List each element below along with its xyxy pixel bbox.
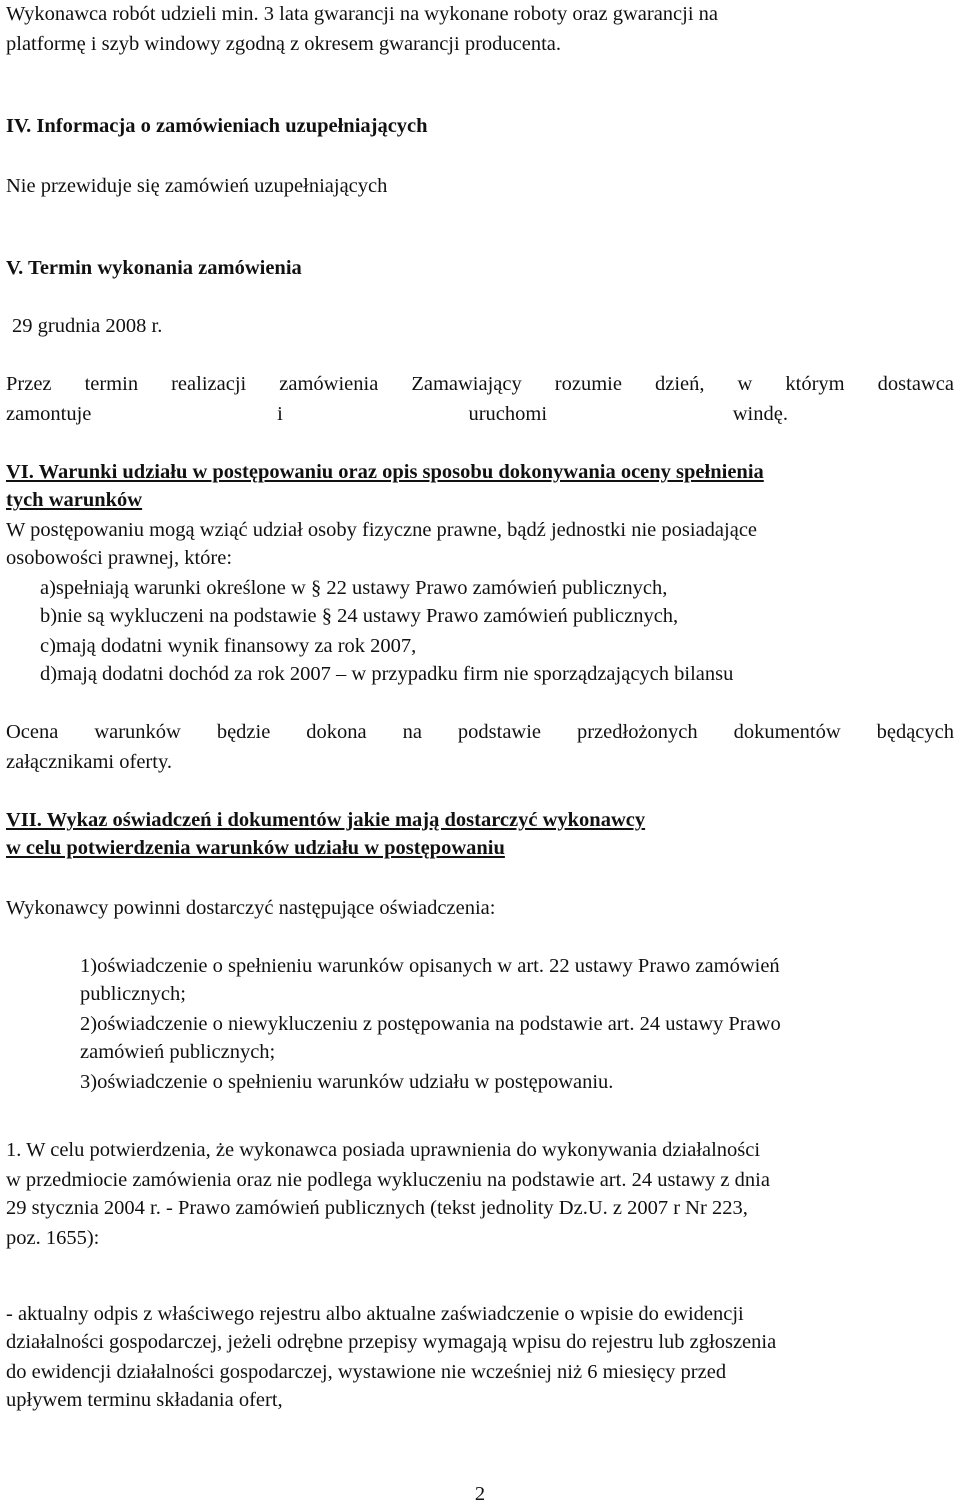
section-5-line-1-text-word: Przez <box>6 373 52 395</box>
section-7-item-3: 3)oświadczenie o spełnieniu warunków udziału w postępowaniu. <box>80 1071 614 1093</box>
section-5-line-2 <box>6 404 788 425</box>
section-5-heading: V. Termin wykonania zamówienia <box>6 257 302 279</box>
paragraph-2-line-4: upływem terminu składania ofert, <box>6 1389 283 1411</box>
section-6-ocena-line-1 <box>6 722 954 743</box>
paragraph-1-line-3: 29 stycznia 2004 r. - Prawo zamówień publicznych (tekst jednolity Dz.U. z 2007 r Nr 223, <box>6 1197 748 1219</box>
section-7-item-2-line-2: zamówień publicznych; <box>80 1041 276 1063</box>
paragraph-1-line-2: w przedmiocie zamówienia oraz nie podlega wykluczeniu na podstawie art. 24 ustawy z dnia <box>6 1169 770 1191</box>
section-6-heading-line-2: tych warunków <box>6 489 143 511</box>
section-6-ocena-text-word: Ocena <box>6 721 59 743</box>
section-4-heading: IV. Informacja o zamówieniach uzupełniających <box>6 115 428 137</box>
paragraph-2-line-3: do ewidencji działalności gospodarczej, wystawione nie wcześniej niż 6 miesięcy przed <box>6 1361 727 1383</box>
section-5-line-1-words <box>6 374 954 395</box>
section-5-line-1-text-word: dostawca <box>877 373 954 395</box>
section-7-heading-line-2: w celu potwierdzenia warunków udziału w postępowaniu <box>6 837 505 859</box>
section-6-item-c: c)mają dodatni wynik finansowy za rok 2007, <box>40 635 417 657</box>
section-7-item-1-line-1: 1)oświadczenie o spełnieniu warunków opisanych w art. 22 ustawy Prawo zamówień <box>80 955 780 977</box>
section-6-ocena-text-word: przedłożonych <box>576 721 698 743</box>
section-6-ocena-text-word: na <box>402 721 422 743</box>
word-zamontuje: zamontuje <box>6 403 92 425</box>
section-5-line-1-text-word: w <box>737 373 753 395</box>
section-6-item-a: a)spełniają warunki określone w § 22 ustawy Prawo zamówień publicznych, <box>40 577 668 599</box>
section-5-line-1-text-word: termin <box>84 373 139 395</box>
section-5-line-1-text-word: rozumie <box>554 373 622 395</box>
paragraph-1-line-1: 1. W celu potwierdzenia, że wykonawca posiada uprawnienia do wykonywania działalności <box>6 1139 761 1161</box>
paragraph-1-line-4: poz. 1655): <box>6 1227 100 1249</box>
paragraph-2-line-1: - aktualny odpis z właściwego rejestru albo aktualne zaświadczenie o wpisie do ewidencji <box>6 1303 744 1325</box>
section-5-line-1-text-word: Zamawiający <box>411 373 522 395</box>
page-number: 2 <box>474 1483 486 1505</box>
intro-line-2: platformę i szyb windowy zgodną z okresem gwarancji producenta. <box>6 33 562 55</box>
word-winde: windę. <box>732 403 788 425</box>
section-5-line-1-text-word: realizacji <box>171 373 247 395</box>
section-7-heading-line-1: VII. Wykaz oświadczeń i dokumentów jakie mają dostarczyć wykonawcy <box>6 809 646 831</box>
section-6-item-d: d)mają dodatni dochód za rok 2007 – w przypadku firm nie sporządzających bilansu <box>40 663 734 685</box>
section-6-item-b: b)nie są wykluczeni na podstawie § 24 ustawy Prawo zamówień publicznych, <box>40 605 679 627</box>
section-6-ocena-text-word: dokona <box>306 721 367 743</box>
intro-line-1: Wykonawca robót udzieli min. 3 lata gwarancji na wykonane roboty oraz gwarancji na <box>6 3 719 25</box>
section-5-line-2-words <box>6 404 788 425</box>
section-6-ocena-text-word: będących <box>876 721 954 743</box>
section-7-item-2-line-1: 2)oświadczenie o niewykluczeniu z postępowania na podstawie art. 24 ustawy Prawo <box>80 1013 781 1035</box>
word-uruchomi: uruchomi <box>468 403 548 425</box>
section-7-intro: Wykonawcy powinni dostarczyć następujące oświadczenia: <box>6 897 496 919</box>
section-7-item-1-line-2: publicznych; <box>80 983 186 1005</box>
section-6-ocena-text-word: dokumentów <box>733 721 841 743</box>
word-i: i <box>277 403 283 425</box>
section-4-text: Nie przewiduje się zamówień uzupełniających <box>6 175 388 197</box>
paragraph-2-line-2: działalności gospodarczej, jeżeli odrębne przepisy wymagają wpisu do rejestru lub zgłoszenia <box>6 1331 777 1353</box>
section-6-text-line-1: W postępowaniu mogą wziąć udział osoby fizyczne prawne, bądź jednostki nie posiadające <box>6 519 758 541</box>
section-5-line-1 <box>6 374 954 395</box>
section-6-ocena-line-2: załącznikami oferty. <box>6 751 172 773</box>
section-6-ocena-text-word: podstawie <box>457 721 542 743</box>
section-6-ocena-text-word: będzie <box>216 721 271 743</box>
section-5-date: 29 grudnia 2008 r. <box>12 315 163 337</box>
section-5-line-1-text-word: którym <box>785 373 845 395</box>
section-6-heading-line-1: VI. Warunki udziału w postępowaniu oraz opis sposobu dokonywania oceny spełnienia <box>6 461 764 483</box>
section-5-line-1-text-word: dzień, <box>654 373 705 395</box>
section-6-ocena-words <box>6 722 954 743</box>
section-6-text-line-2: osobowości prawnej, które: <box>6 547 233 569</box>
section-6-ocena-text-word: warunków <box>94 721 181 743</box>
section-5-line-1-text-word: zamówienia <box>279 373 379 395</box>
